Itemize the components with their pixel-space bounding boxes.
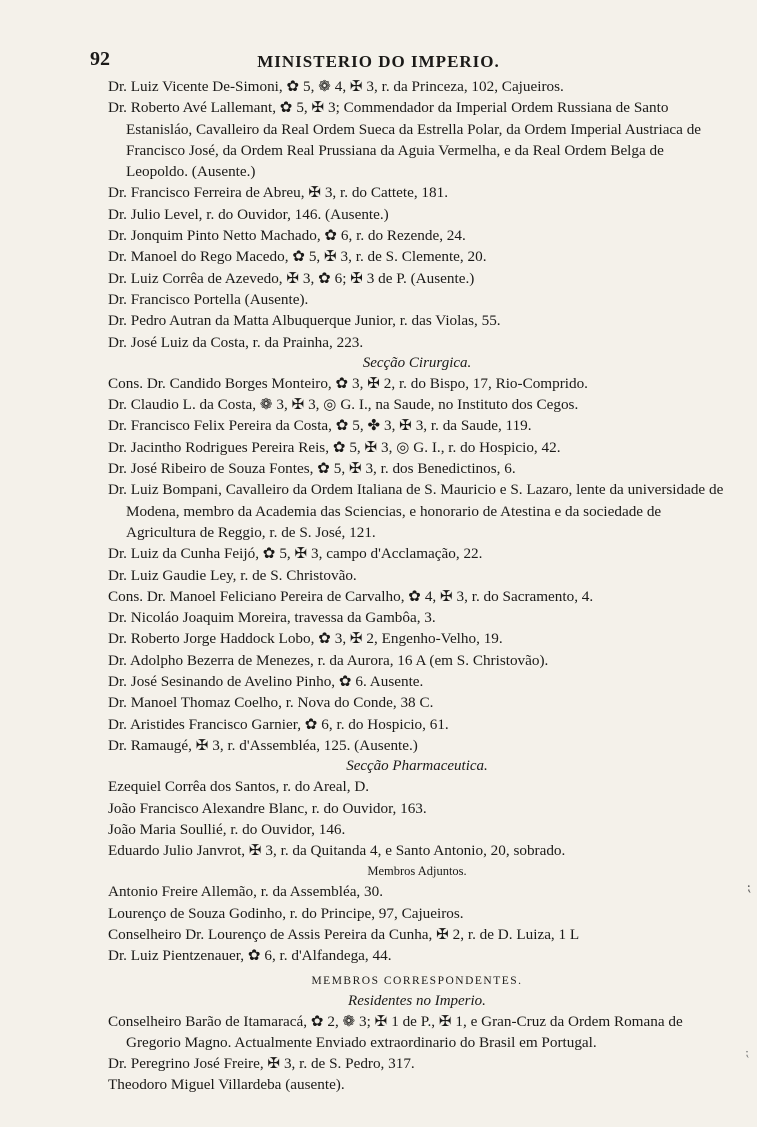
list-item: Dr. Claudio L. da Costa, ❁ 3, ✠ 3, ◎ G. I., na Saude, no Instituto dos Cegos.	[108, 396, 579, 414]
list-item: Dr. Luiz Corrêa de Azevedo, ✠ 3, ✿ 6; ✠ 3 de P. (Ausente.)	[108, 269, 475, 287]
list-item: João Francisco Alexandre Blanc, r. do Ouvidor, 163.	[108, 799, 427, 817]
list-item: Theodoro Miguel Villardeba (ausente).	[108, 1076, 345, 1094]
list-item: Cons. Dr. Candido Borges Monteiro, ✿ 3, ✠ 2, r. do Bispo, 17, Rio-Comprido.	[108, 374, 588, 392]
list-item: Dr. Aristides Francisco Garnier, ✿ 6, r. do Hospicio, 61.	[108, 715, 449, 733]
list-item: Dr. Francisco Portella (Ausente).	[108, 290, 309, 308]
list-item: Dr. Luiz Vicente De-Simoni, ✿ 5, ❁ 4, ✠ 3, r. da Princeza, 102, Cajueiros.	[108, 78, 564, 95]
list-item: Dr. Manoel do Rego Macedo, ✿ 5, ✠ 3, r. de S. Clemente, 20.	[108, 248, 487, 266]
list-item: Dr. Peregrino José Freire, ✠ 3, r. de S. Pedro, 317.	[108, 1055, 415, 1073]
section-heading-adjuntos: Membros Adjuntos.	[367, 864, 467, 879]
list-item: Eduardo Julio Janvrot, ✠ 3, r. da Quitanda 4, e Santo Antonio, 20, sobrado.	[108, 842, 566, 860]
list-item: Dr. Luiz Gaudie Ley, r. de S. Christovão.	[108, 566, 357, 584]
list-item: Antonio Freire Allemão, r. da Assembléa, 30.	[108, 883, 384, 901]
section-subheading-imperio: Residentes no Imperio.	[348, 992, 486, 1009]
list-item: Dr. José Sesinando de Avelino Pinho, ✿ 6. Ausente.	[108, 673, 424, 691]
page-number: 92	[90, 48, 110, 70]
list-item: Dr. Luiz da Cunha Feijó, ✿ 5, ✠ 3, campo d'Acclamação, 22.	[108, 545, 483, 563]
section-heading-correspondentes: MEMBROS CORRESPONDENTES.	[311, 974, 523, 987]
section-heading-cirurgica: Secção Cirurgica.	[362, 354, 472, 371]
running-title: MINISTERIO DO IMPERIO.	[257, 52, 500, 71]
list-item: Conselheiro Barão de Itamaracá, ✿ 2, ❁ 3; ✠ 1 de P., ✠ 1, e Gran-Cruz da Ordem Romana de Gregorio Magno. Actualmente Enviado extraordinario do Brasil em Portugal.	[108, 1012, 683, 1051]
list-item: Dr. Luiz Pientzenauer, ✿ 6, r. d'Alfandega, 44.	[108, 947, 392, 965]
list-item: Dr. Roberto Jorge Haddock Lobo, ✿ 3, ✠ 2, Engenho-Velho, 19.	[108, 630, 503, 648]
list-item: Cons. Dr. Manoel Feliciano Pereira de Carvalho, ✿ 4, ✠ 3, r. do Sacramento, 4.	[108, 587, 594, 605]
list-item: Dr. José Luiz da Costa, r. da Prainha, 223.	[108, 333, 364, 351]
list-item: Dr. Ramaugé, ✠ 3, r. d'Assembléa, 125. (Ausente.)	[108, 736, 418, 754]
margin-mark: ⁏	[746, 880, 751, 895]
section-heading-pharmaceutica: Secção Pharmaceutica.	[346, 758, 488, 775]
list-item: Dr. Julio Level, r. do Ouvidor, 146. (Ausente.)	[108, 205, 389, 223]
list-item: Dr. Nicoláo Joaquim Moreira, travessa da Gambôa, 3.	[108, 609, 436, 627]
list-item: Dr. Luiz Bompani, Cavalleiro da Ordem Italiana de S. Mauricio e S. Lazaro, lente da universidade de Modena, membro da Academia das Sciencias, e honorario de Atestina e da sociedade de Agricultura de Reggio, r. de S. José, 121.	[108, 481, 724, 541]
list-item: Conselheiro Dr. Lourenço de Assis Pereira da Cunha, ✠ 2, r. de D. Luiza, 1 L	[108, 925, 580, 943]
list-item: Lourenço de Souza Godinho, r. do Principe, 97, Cajueiros.	[108, 904, 464, 922]
list-item: Dr. Francisco Ferreira de Abreu, ✠ 3, r. do Cattete, 181.	[108, 184, 449, 202]
list-item: Dr. Adolpho Bezerra de Menezes, r. da Aurora, 16 A (em S. Christovão).	[108, 651, 549, 669]
margin-mark: ⁏	[744, 1045, 749, 1059]
list-item: Dr. Pedro Autran da Matta Albuquerque Junior, r. das Violas, 55.	[108, 312, 501, 330]
list-item: Dr. José Ribeiro de Souza Fontes, ✿ 5, ✠ 3, r. dos Benedictinos, 6.	[108, 460, 516, 478]
entries-column	[108, 76, 726, 1096]
list-item: João Maria Soullié, r. do Ouvidor, 146.	[108, 820, 346, 838]
list-item: Dr. Manoel Thomaz Coelho, r. Nova do Conde, 38 C.	[108, 694, 434, 712]
list-item: Dr. Jacintho Rodrigues Pereira Reis, ✿ 5, ✠ 3, ◎ G. I., r. do Hospicio, 42.	[108, 438, 561, 456]
list-item: Dr. Francisco Felix Pereira da Costa, ✿ 5, ✤ 3, ✠ 3, r. da Saude, 119.	[108, 417, 532, 435]
list-item: Dr. Jonquim Pinto Netto Machado, ✿ 6, r. do Rezende, 24.	[108, 227, 466, 245]
list-item: Ezequiel Corrêa dos Santos, r. do Areal, D.	[108, 778, 370, 796]
list-item: Dr. Roberto Avé Lallemant, ✿ 5, ✠ 3; Commendador da Imperial Ordem Russiana de Santo Estanisláo, Cavalleiro da Real Ordem Sueca da Estrella Polar, da Ordem Imperial Austriaca de Francisco José, da Ordem Real Prussiana da Aguia Vermelha, e da Real Ordem Belga de Leopoldo. (Ausente.)	[108, 99, 702, 181]
